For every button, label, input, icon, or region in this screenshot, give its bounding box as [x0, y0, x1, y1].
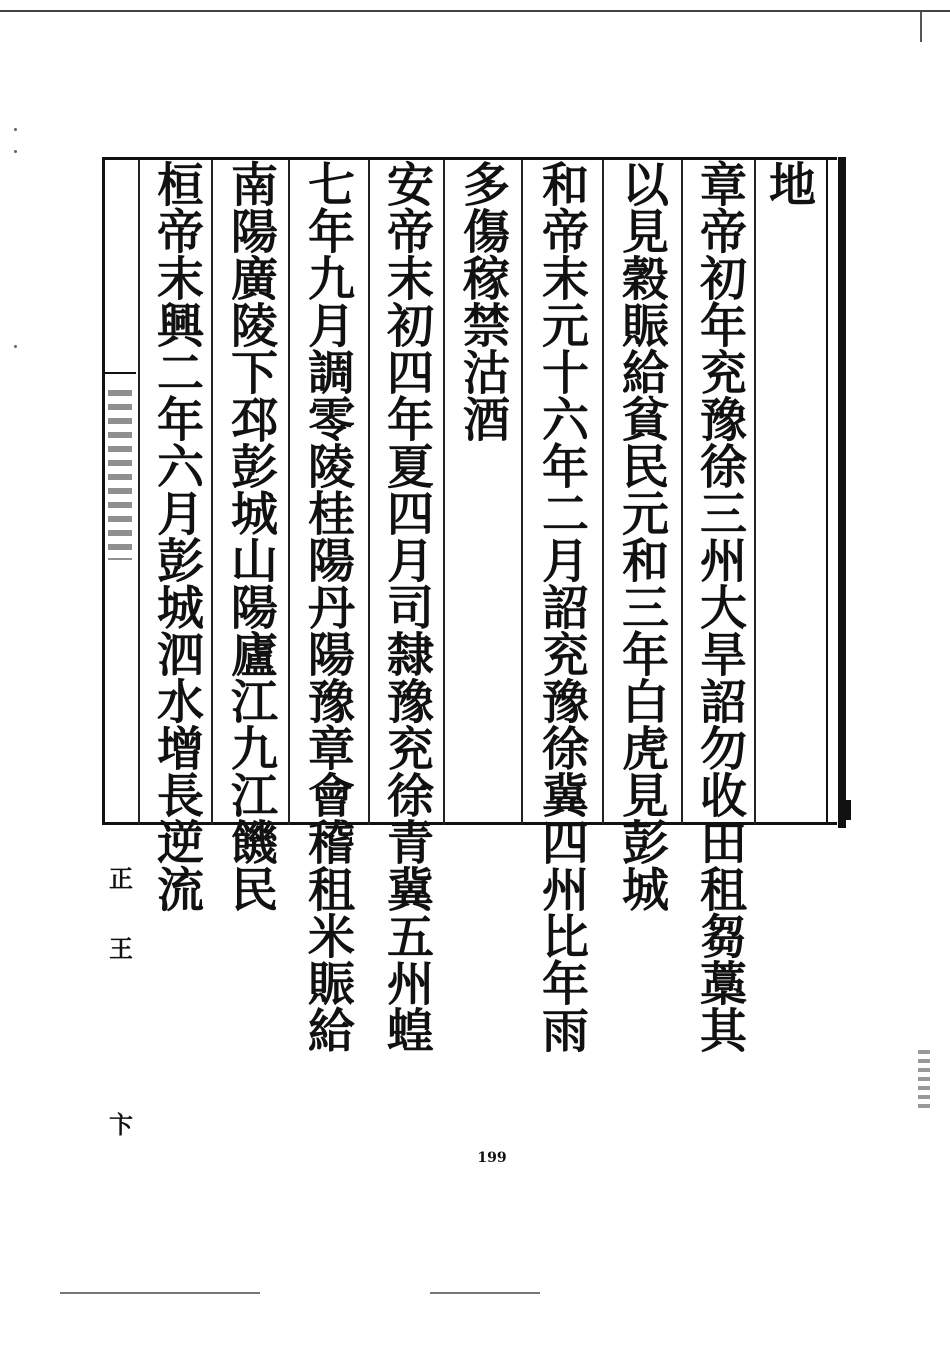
scan-speck [14, 345, 17, 348]
text-column-2: 以見穀賑給貧民元和三年白虎見彭城 [614, 160, 669, 912]
column-rule [443, 160, 445, 825]
section-heading: 地 [761, 160, 816, 207]
scan-speck [14, 150, 17, 153]
spine-top-rule [104, 372, 136, 392]
frame-right-border [838, 157, 846, 828]
text-column-4: 多傷稼禁沽酒 [455, 160, 510, 442]
frame-right-inner-rule [826, 160, 828, 825]
scan-speck [14, 128, 17, 131]
spine-char: 正 [109, 864, 133, 893]
text-column-5: 安帝末初四年夏四月司隸豫兖徐青冀五州蝗 [379, 160, 434, 1053]
column-rule [211, 160, 213, 825]
spine-faded-title [108, 390, 132, 560]
page-number: 199 [477, 1150, 507, 1166]
scan-edge-marks [918, 1050, 930, 1110]
column-rule [138, 160, 140, 825]
scan-top-tick [920, 12, 922, 42]
column-rule [754, 160, 756, 825]
column-rule [288, 160, 290, 825]
column-rule [602, 160, 604, 825]
column-rule [368, 160, 370, 825]
text-column-7: 南陽廣陵下邳彭城山陽廬江九江饑民 [223, 160, 278, 912]
column-rule [681, 160, 683, 825]
text-column-3: 和帝末元十六年二月詔兖豫徐冀四州比年雨 [534, 160, 589, 1053]
frame-notch [845, 800, 851, 820]
spine-char: 王 [109, 934, 133, 963]
spine-char: 卞 [109, 1110, 133, 1139]
scan-bottom-rule [430, 1292, 540, 1294]
scan-top-edge [0, 10, 950, 12]
text-column-1: 章帝初年兖豫徐三州大旱詔勿收田租芻藁其 [692, 160, 747, 1053]
text-column-6: 七年九月調零陵桂陽丹陽豫章會稽租米賑給 [300, 160, 355, 1053]
text-column-8: 桓帝末興二年六月彭城泗水增長逆流 [149, 160, 204, 912]
book-spine [104, 372, 136, 827]
scan-bottom-rule [60, 1292, 260, 1294]
column-rule [521, 160, 523, 825]
